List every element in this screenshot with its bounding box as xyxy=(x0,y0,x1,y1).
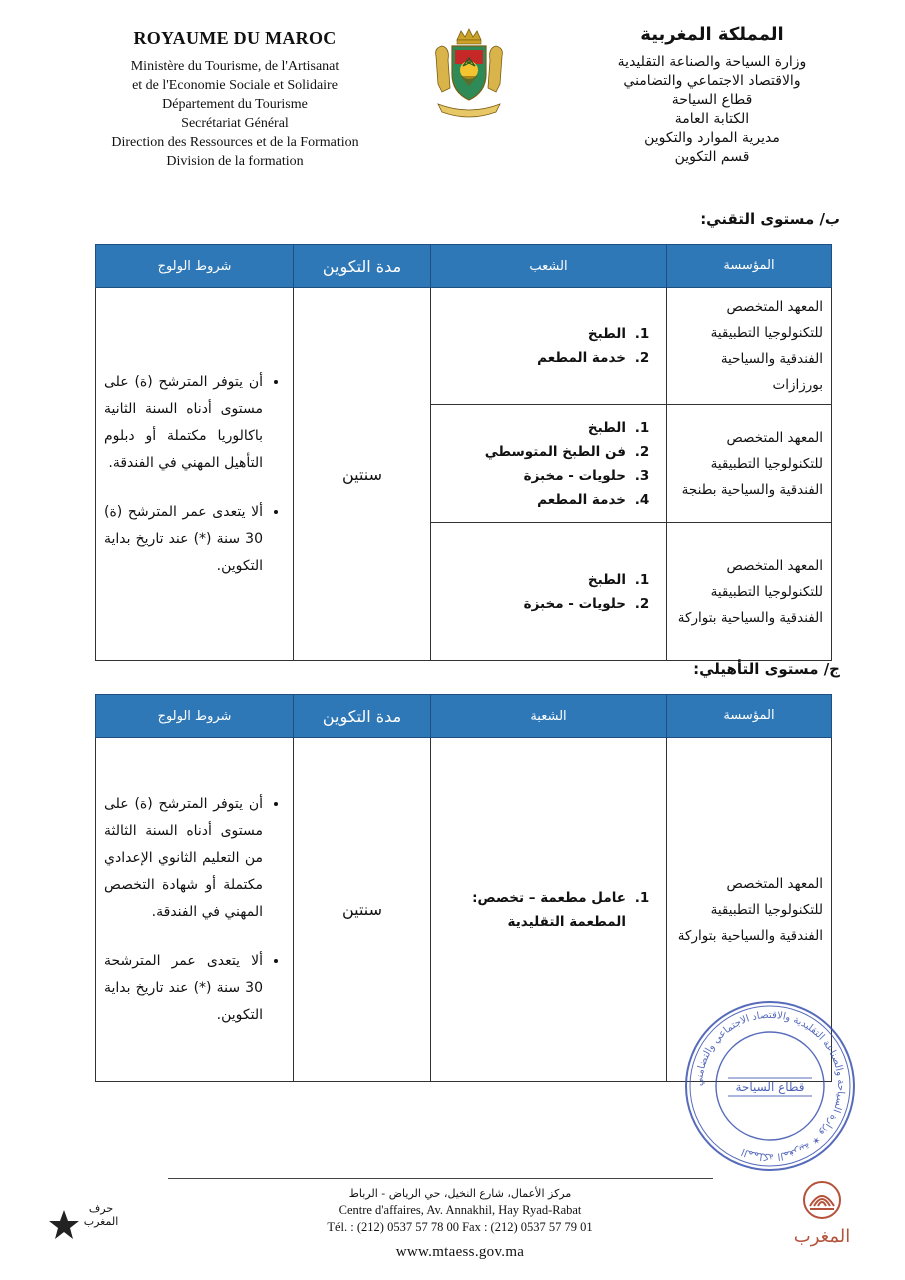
table-row xyxy=(96,288,832,405)
footer-divider xyxy=(168,1178,713,1179)
ministry-line-fr: Ministère du Tourisme, de l'Artisanat xyxy=(130,59,340,74)
morocco-brand-logo xyxy=(786,1180,858,1250)
specialty-item: 2. فن الطبخ المتوسطي xyxy=(439,440,630,464)
stamp-center-text: قطاع السياحة xyxy=(735,1080,805,1094)
institution-cell: المعهد المتخصص للتكنولوجيا التطبيقية الفندقية والسياحية بتواركة xyxy=(667,738,832,1082)
footer-address-ar: مركز الأعمال، شارع النخيل، حي الرياض - الرباط xyxy=(348,1187,572,1200)
footer-website: www.mtaess.gov.ma xyxy=(395,1244,525,1260)
col-header-specialties: الشعب xyxy=(431,245,667,288)
footer-address xyxy=(230,1186,690,1261)
table-header-row xyxy=(96,695,832,738)
condition-item: • ألا يتعدى عمر المترشح (ة) 30 سنة (*) عند تاريخ بداية التكوين. xyxy=(104,499,263,580)
technician-level-table xyxy=(95,244,832,661)
conditions-cell xyxy=(96,738,294,1082)
department-line-fr: Département du Tourisme xyxy=(162,97,308,112)
col-header-duration: مدة التكوين xyxy=(294,245,431,288)
ministry-line-ar: وزارة السياحة والصناعة التقليدية xyxy=(617,54,807,70)
arabic-header xyxy=(567,24,857,167)
footer-address-fr: Centre d'affaires, Av. Annakhil, Hay Ryad-Rabat xyxy=(338,1203,582,1217)
kingdom-title-ar: المملكة المغربية xyxy=(640,24,784,45)
direction-line-ar: مديرية الموارد والتكوين xyxy=(644,130,780,146)
condition-item: • أن يتوفر المترشح (ة) على مستوى أدناه السنة الثالثة من التعليم الثانوي الإعدادي مكتملة أو شهادة التخصص المهني في الفندقة. xyxy=(104,791,263,926)
col-header-conditions: شروط الولوج xyxy=(96,695,294,738)
crafts-logo-text: حرف المغرب xyxy=(83,1202,119,1228)
specialty-item: 3. حلويات - مخبزة xyxy=(439,464,630,488)
col-header-duration: مدة التكوين xyxy=(294,695,431,738)
footer-phones: Tél. : (212) 0537 57 78 00 Fax : (212) 0537 57 79 01 xyxy=(327,1220,593,1234)
stamp-outer-text: المملكة المغربية ✶ وزارة السياحة والصناعة التقليدية والاقتصاد الاجتماعي والتضامني xyxy=(693,1009,847,1163)
section-b-title: ب/ مستوى التقني: xyxy=(700,210,840,228)
specialties-cell xyxy=(431,523,667,661)
french-header xyxy=(40,28,430,171)
specialty-item: 1. الطبخ xyxy=(439,416,630,440)
division-line-ar: قسم التكوين xyxy=(674,149,750,165)
kingdom-title-fr: ROYAUME DU MAROC xyxy=(133,28,337,48)
direction-line-fr: Direction des Ressources et de la Formation xyxy=(111,135,359,150)
department-line-ar: قطاع السياحة xyxy=(671,92,753,108)
specialty-item: 1. عامل مطعمة – تخصص: المطعمة التقليدية xyxy=(439,886,630,934)
institution-cell: المعهد المتخصص للتكنولوجيا التطبيقية الفندقية والسياحية بورزازات xyxy=(667,288,832,405)
secretariat-line-ar: الكتابة العامة xyxy=(674,111,750,127)
morocco-brand-icon xyxy=(802,1180,842,1220)
col-header-conditions: شروط الولوج xyxy=(96,245,294,288)
col-header-institution: المؤسسة xyxy=(667,695,832,738)
duration-cell: سنتين xyxy=(294,738,431,1082)
col-header-specialty: الشعبة xyxy=(431,695,667,738)
specialty-item: 1. الطبخ xyxy=(439,568,630,592)
ministry-line-ar: والاقتصاد الاجتماعي والتضامني xyxy=(623,73,801,89)
division-line-fr: Division de la formation xyxy=(166,154,304,169)
official-stamp-icon xyxy=(682,998,858,1174)
duration-cell: سنتين xyxy=(294,288,431,661)
institution-cell: المعهد المتخصص للتكنولوجيا التطبيقية الفندقية والسياحية بتواركة xyxy=(667,523,832,661)
ministry-line-fr: et de l'Economie Sociale et Solidaire xyxy=(132,78,338,93)
specialty-item: 1. الطبخ xyxy=(439,322,630,346)
specialties-cell xyxy=(431,288,667,405)
specialty-item: 4. خدمة المطعم xyxy=(439,488,630,512)
conditions-cell xyxy=(96,288,294,661)
condition-item: • أن يتوفر المترشح (ة) على مستوى أدناه السنة الثانية باكالوريا مكتملة أو دبلوم التأهيل المهني في الفندقة. xyxy=(104,369,263,477)
coat-of-arms-icon xyxy=(430,26,508,122)
specialties-cell xyxy=(431,738,667,1082)
institution-cell: المعهد المتخصص للتكنولوجيا التطبيقية الفندقية والسياحية بطنجة xyxy=(667,405,832,523)
condition-item: • ألا يتعدى عمر المترشحة 30 سنة (*) عند تاريخ بداية التكوين. xyxy=(104,948,263,1029)
section-c-title: ج/ مستوى التأهيلي: xyxy=(693,660,840,678)
secretariat-line-fr: Secrétariat Général xyxy=(181,116,289,131)
table-header-row xyxy=(96,245,832,288)
crafts-logo xyxy=(48,1190,128,1250)
specialty-item: 2. خدمة المطعم xyxy=(439,346,630,370)
specialty-item: 2. حلويات - مخبزة xyxy=(439,592,630,616)
specialties-cell xyxy=(431,405,667,523)
morocco-brand-text: المغرب xyxy=(793,1226,851,1247)
col-header-institution: المؤسسة xyxy=(667,245,832,288)
